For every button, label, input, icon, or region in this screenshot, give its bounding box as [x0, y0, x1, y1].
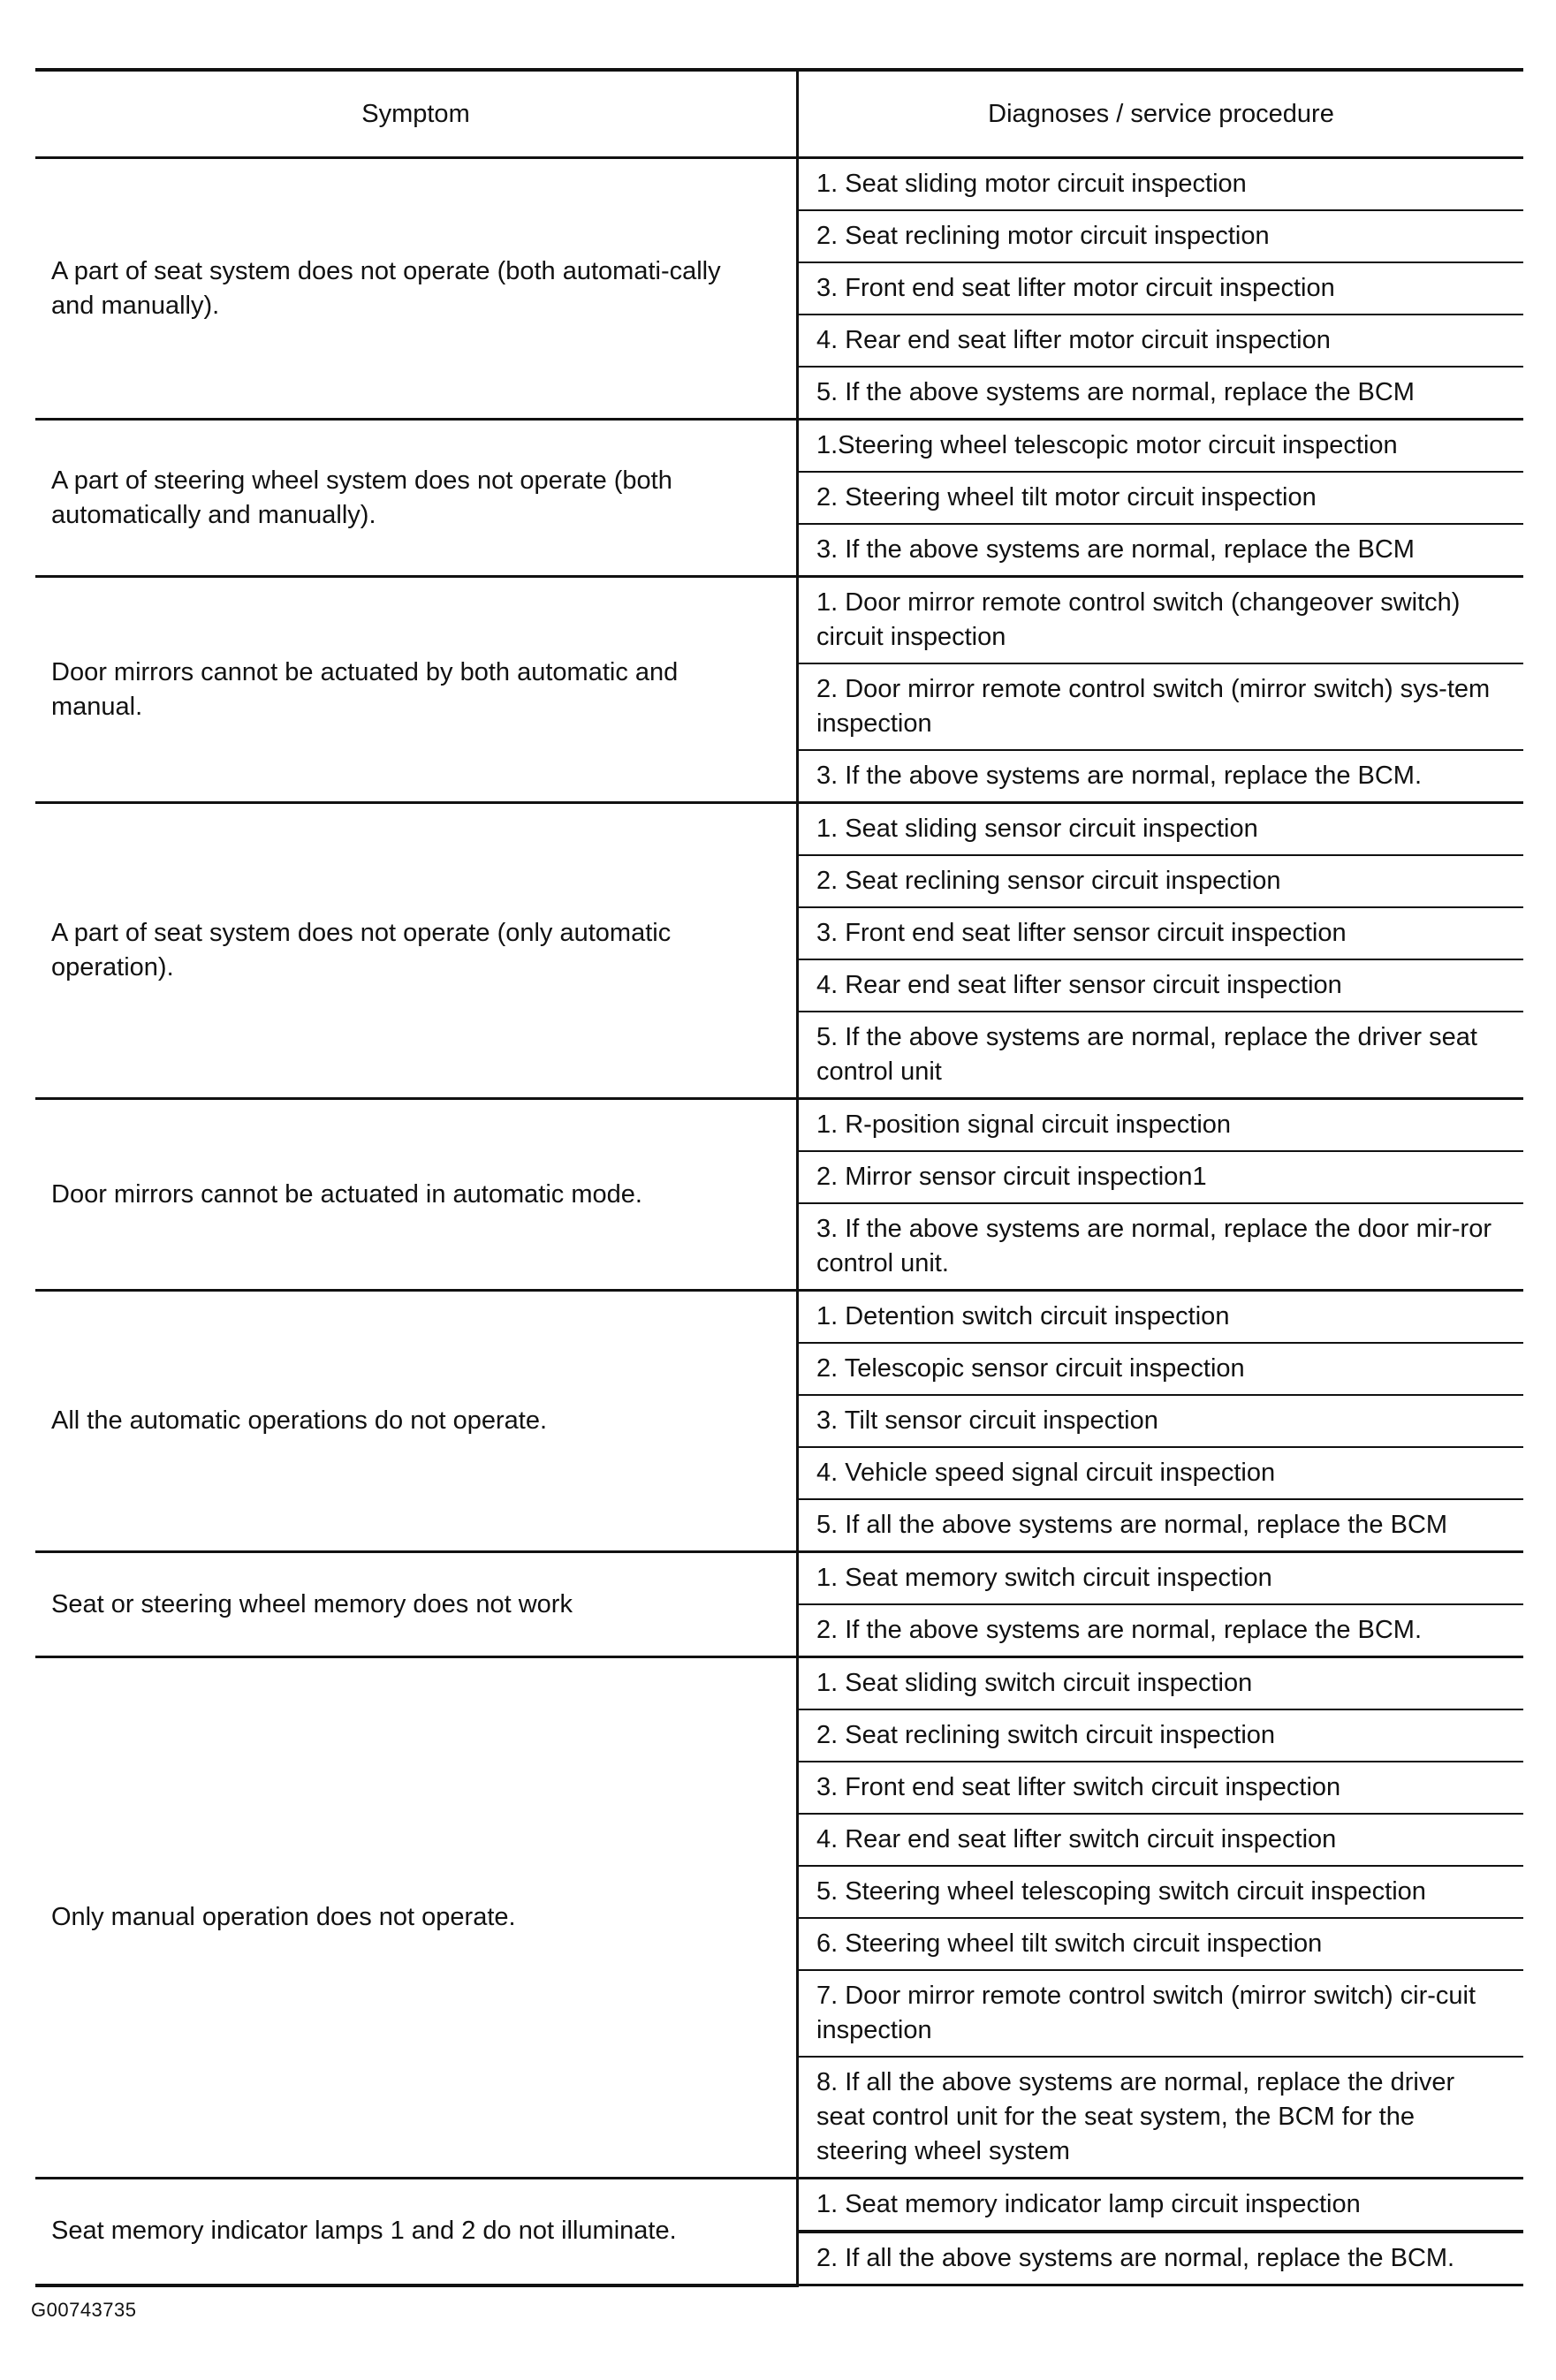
procedure-cell: 3. If the above systems are normal, replace the BCM	[798, 524, 1524, 577]
procedure-cell: 3. Front end seat lifter switch circuit inspection	[798, 1762, 1524, 1814]
procedure-cell: 5. If the above systems are normal, replace the BCM	[798, 367, 1524, 420]
procedure-cell: 8. If all the above systems are normal, replace the driver seat control unit for the seat system, the BCM for the steering wheel system	[798, 2057, 1524, 2179]
procedure-cell: 6. Steering wheel tilt switch circuit inspection	[798, 1918, 1524, 1970]
diagnosis-table	[35, 68, 1523, 2287]
procedure-cell: 4. Rear end seat lifter motor circuit inspection	[798, 315, 1524, 367]
procedure-cell: 1. Detention switch circuit inspection	[798, 1291, 1524, 1344]
table-row	[35, 420, 1523, 473]
table-row	[35, 1291, 1523, 1344]
procedure-cell: 1. Seat sliding motor circuit inspection	[798, 158, 1524, 211]
procedure-cell: 2. If the above systems are normal, replace the BCM.	[798, 1604, 1524, 1657]
procedure-cell: 1. Seat memory switch circuit inspection	[798, 1552, 1524, 1605]
procedure-cell: 1. Door mirror remote control switch (changeover switch) circuit inspection	[798, 577, 1524, 664]
header-procedure: Diagnoses / service procedure	[798, 70, 1524, 158]
table-row	[35, 158, 1523, 211]
symptom-cell: A part of seat system does not operate (both automati-cally and manually).	[35, 158, 798, 420]
procedure-cell: 3. If the above systems are normal, replace the door mir-ror control unit.	[798, 1203, 1524, 1291]
table-row	[35, 1657, 1523, 1710]
procedure-cell: 2. Steering wheel tilt motor circuit inspection	[798, 472, 1524, 524]
procedure-cell: 4. Rear end seat lifter sensor circuit inspection	[798, 959, 1524, 1012]
procedure-cell: 2. Seat reclining sensor circuit inspection	[798, 855, 1524, 907]
procedure-cell: 2. Mirror sensor circuit inspection1	[798, 1151, 1524, 1203]
table-row	[35, 1552, 1523, 1605]
procedure-cell: 3. Tilt sensor circuit inspection	[798, 1395, 1524, 1447]
procedure-cell: 5. Steering wheel telescoping switch circuit inspection	[798, 1866, 1524, 1918]
procedure-cell: 3. Front end seat lifter motor circuit inspection	[798, 262, 1524, 315]
symptom-cell: Door mirrors cannot be actuated in automatic mode.	[35, 1099, 798, 1291]
procedure-cell: 1. Seat sliding switch circuit inspection	[798, 1657, 1524, 1710]
procedure-cell: 3. Front end seat lifter sensor circuit inspection	[798, 907, 1524, 959]
table-row	[35, 1099, 1523, 1152]
procedure-cell: 4. Vehicle speed signal circuit inspection	[798, 1447, 1524, 1499]
procedure-cell: 1. Seat memory indicator lamp circuit inspection	[798, 2179, 1524, 2232]
procedure-cell: 1. Seat sliding sensor circuit inspection	[798, 803, 1524, 856]
table-row	[35, 2179, 1523, 2232]
procedure-cell: 5. If all the above systems are normal, replace the BCM	[798, 1499, 1524, 1552]
table-header-row	[35, 70, 1523, 158]
procedure-cell: 5. If the above systems are normal, replace the driver seat control unit	[798, 1012, 1524, 1099]
symptom-cell: A part of steering wheel system does not operate (both automatically and manually).	[35, 420, 798, 577]
symptom-cell: Seat memory indicator lamps 1 and 2 do not illuminate.	[35, 2179, 798, 2285]
procedure-cell: 1.Steering wheel telescopic motor circuit inspection	[798, 420, 1524, 473]
procedure-cell: 2. Telescopic sensor circuit inspection	[798, 1343, 1524, 1395]
procedure-cell: 2. Door mirror remote control switch (mirror switch) sys-tem inspection	[798, 663, 1524, 750]
figure-id: G00743735	[31, 2299, 137, 2321]
procedure-cell: 2. Seat reclining switch circuit inspection	[798, 1709, 1524, 1762]
procedure-cell: 4. Rear end seat lifter switch circuit inspection	[798, 1814, 1524, 1866]
procedure-cell: 7. Door mirror remote control switch (mirror switch) cir-cuit inspection	[798, 1970, 1524, 2057]
symptom-cell: Door mirrors cannot be actuated by both automatic and manual.	[35, 577, 798, 803]
procedure-cell: 2. Seat reclining motor circuit inspection	[798, 210, 1524, 262]
procedure-cell: 1. R-position signal circuit inspection	[798, 1099, 1524, 1152]
symptom-cell: Only manual operation does not operate.	[35, 1657, 798, 2179]
procedure-cell: 3. If the above systems are normal, replace the BCM.	[798, 750, 1524, 803]
symptom-cell: All the automatic operations do not operate.	[35, 1291, 798, 1552]
symptom-cell: Seat or steering wheel memory does not work	[35, 1552, 798, 1657]
table-row	[35, 803, 1523, 856]
symptom-cell: A part of seat system does not operate (only automatic operation).	[35, 803, 798, 1099]
procedure-cell: 2. If all the above systems are normal, replace the BCM.	[798, 2232, 1524, 2285]
header-symptom: Symptom	[35, 70, 798, 158]
table-row	[35, 577, 1523, 664]
